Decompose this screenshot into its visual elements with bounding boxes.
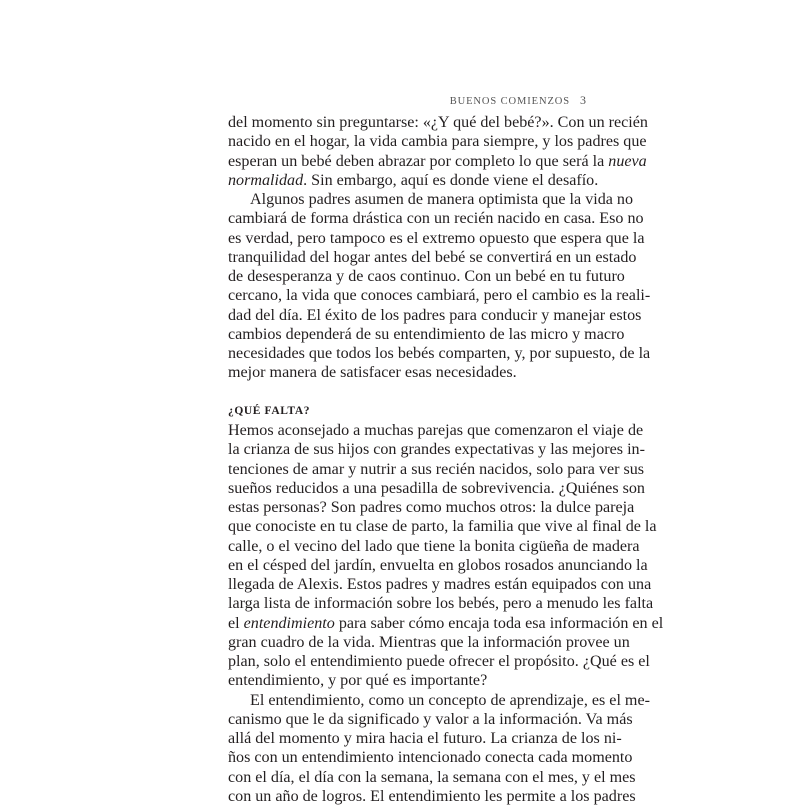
text-line: esperan un bebé deben abrazar por completo lo que será la nueva <box>228 152 647 170</box>
text-line: que conociste en tu clase de parto, la familia que vive al final de la <box>228 518 657 536</box>
text-line: plan, solo el entendimiento puede ofrecer el propósito. ¿Qué es el <box>228 653 650 670</box>
text-line: entendimiento, y por qué es importante? <box>228 672 488 690</box>
text-line: calle, o el vecino del lado que tiene la bonita cigüeña de madera <box>228 537 640 555</box>
text-line: el entendimiento para saber cómo encaja toda esa información en el <box>228 614 664 632</box>
section-heading: ¿QUÉ FALTA? <box>228 404 311 417</box>
text-line: gran cuadro de la vida. Mientras que la información provee un <box>228 633 630 651</box>
emphasis: entendimiento <box>243 614 335 632</box>
text-line: estas personas? Son padres como muchos otros: la dulce pareja <box>228 499 635 516</box>
text-line: ños con un entendimiento intencionado conecta cada momento <box>228 749 633 767</box>
section-spacer <box>228 383 586 402</box>
text-line: cambios dependerá de su entendimiento de las micro y macro <box>228 325 625 343</box>
text-line: cercano, la vida que conoces cambiará, pero el cambio es la reali- <box>228 287 651 305</box>
text-line: llegada de Alexis. Estos padres y madres están equipados con una <box>228 576 652 593</box>
emphasis: normalidad <box>228 171 304 189</box>
text-line: tranquilidad del hogar antes del bebé se convertirá en un estado <box>228 248 637 266</box>
text-line: canismo que le da significado y valor a la información. Va más <box>228 710 633 728</box>
text-line: necesidades que todos los bebés comparten, y, por supuesto, de la <box>228 345 651 362</box>
text-line: cambiará de forma drástica con un recién nacido en casa. Eso no <box>228 210 644 228</box>
text-line: normalidad. Sin embargo, aquí es donde viene el desafío. <box>228 171 599 189</box>
text-line: del momento sin preguntarse: «¿Y qué del bebé?». Con un recién <box>228 114 648 131</box>
text-line: la crianza de sus hijos con grandes expectativas y las mejores in- <box>228 441 645 459</box>
text-line: Algunos padres asumen de manera optimista que la vida no <box>250 191 634 208</box>
text-line: dad del día. El éxito de los padres para conducir y manejar estos <box>228 306 642 324</box>
emphasis: nueva <box>608 152 647 170</box>
body-text <box>228 113 664 806</box>
text-line: Hemos aconsejado a muchas parejas que comenzaron el viaje de <box>228 422 644 439</box>
text-line: El entendimiento, como un concepto de aprendizaje, es el me- <box>250 691 650 709</box>
text-line: con el día, el día con la semana, la semana con el mes, y el mes <box>228 768 636 786</box>
text-line: larga lista de información sobre los bebés, pero a menudo les falta <box>228 595 654 613</box>
running-head <box>228 93 586 108</box>
text-line: sueños reducidos a una pesadilla de sobrevivencia. ¿Quiénes son <box>228 479 645 497</box>
text-line: mejor manera de satisfacer esas necesidades. <box>228 364 517 382</box>
page-number: 3 <box>580 93 586 107</box>
text-line: es verdad, pero tampoco es el extremo opuesto que espera que la <box>228 229 645 247</box>
text-line: con un año de logros. El entendimiento les permite a los padres <box>228 787 636 805</box>
text-line: nacido en el hogar, la vida cambia para siempre, y los padres que <box>228 133 647 151</box>
running-head-title: BUENOS COMIENZOS <box>449 96 570 107</box>
text-line: de desesperanza y de caos continuo. Con un bebé en tu futuro <box>228 268 625 285</box>
text-line: tenciones de amar y nutrir a sus recién nacidos, solo para ver sus <box>228 460 645 478</box>
text-line: allá del momento y mira hacia el futuro. La crianza de los ni- <box>228 730 622 747</box>
text-line: en el césped del jardín, envuelta en globos rosados anunciando la <box>228 556 648 574</box>
